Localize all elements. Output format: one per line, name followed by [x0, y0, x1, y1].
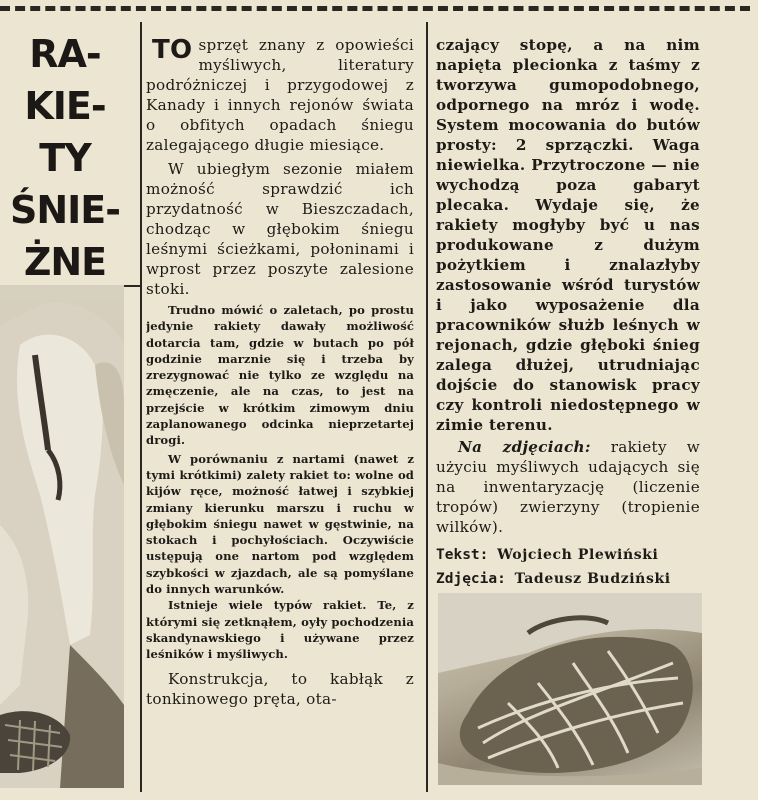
credit-photo [436, 567, 700, 591]
paragraph-text: czający stopę, a na nim napięta plecionka z taśmy z tworzywa gumopodobnego, odpornego na mróz i wodę. System mocowania do butów prosty: 2 sprzączki. Waga niewielka. Przytroczone — nie wychodzą poza gabaryt plecaka. Wydaje się, że rakiety mogłyby być u nas produkowane z dużym pożytkiem i znalazłyby zastosowanie wśród turystów i jako wyposażenie dla pracowników służb leśnych w rejonach, gdzie głęboki śnieg zalega dłużej, utrudniając dojście do stanowisk pracy czy kontroli niedostępnego w zimie terenu. [436, 36, 700, 434]
credit-text-label: Tekst: [436, 547, 489, 563]
paragraph-text: sprzęt znany z opowieści myśliwych, literatury podróżniczej i przygodowej z Kanady i innych rejonów świata o obfitych opadach śniegu zalegającego długie miesiące. [146, 36, 414, 154]
credit-text [436, 543, 700, 567]
paragraph-advantages: Trudno mówić o zaletach, po prostu jedynie rakiety dawały możliwość dotarcia tam, gdzie w butach po pół godzinie marznie się i trzeba by zrezygnować nie tylko ze względu na zmęczenie, ale na czas, to jest na przejście w krótkim zimowym dniu zaplanowanego odcinka nieprzetartej drogi. [146, 303, 414, 448]
caption-label: Na zdjęciach: [458, 438, 591, 456]
article-column-3 [436, 35, 700, 591]
column-rule-2 [426, 22, 428, 792]
photo-snowshoe-closeup [438, 593, 702, 785]
photo-caption [436, 437, 700, 537]
paragraph-comparison: W porównaniu z nartami (nawet z tymi krótkimi) zalety rakiet to: wolne od kijów ręce, możność łatwej i szybkiej zmiany kierunku marszu i ruchu w głębokim śniegu nawet w gęstwinie, na stokach i pochyłościach. Oczywiście ustępują one nartom pod względem szybkości w zjazdach, ale są pomyślane do innych warunków. [146, 451, 414, 597]
drop-cap: TO [152, 35, 193, 65]
paragraph-intro [146, 35, 414, 155]
headline-line: RA- [29, 32, 101, 76]
headline-line: ŚNIE- [9, 188, 121, 232]
article-headline [0, 28, 130, 288]
credit-photo-label: Zdjęcia: [436, 571, 506, 587]
paragraph-continued [436, 35, 700, 435]
top-dashed-rule [0, 6, 750, 11]
paragraph-types: Istnieje wiele typów rakiet. Te, z którymi się zetknąłem, oyły pochodzenia skandynawskiego i używane przez leśników i myśliwych. [146, 598, 414, 662]
photo-hunter-snowshoes [0, 285, 124, 788]
paragraph-construction: Konstrukcja, to kabłąk z tonkinowego pręta, ota- [146, 669, 414, 708]
credit-photo-author: Tadeusz Budziński [514, 571, 671, 587]
photo-hunter-illustration [0, 285, 124, 788]
headline-line: TY [39, 136, 91, 180]
paragraph-season: W ubiegłym sezonie miałem możność sprawdzić ich przydatność w Bieszczadach, chodząc w głębokim śniegu leśnymi ścieżkami, połoninami i wprost przez poszyte zalesione stoki. [146, 160, 414, 298]
headline-line: ŻNE [23, 240, 107, 284]
headline-line: KIE- [24, 84, 106, 128]
article-column-2 [146, 35, 414, 709]
column-rule-1 [140, 22, 142, 792]
credit-text-author: Wojciech Plewiński [497, 547, 659, 563]
photo-snowshoe-illustration [438, 593, 702, 785]
caption-text: rakiety w użyciu myśliwych udających się na inwentaryzację (liczenie tropów) zwierzyny (tropienie wilków). [436, 438, 700, 536]
